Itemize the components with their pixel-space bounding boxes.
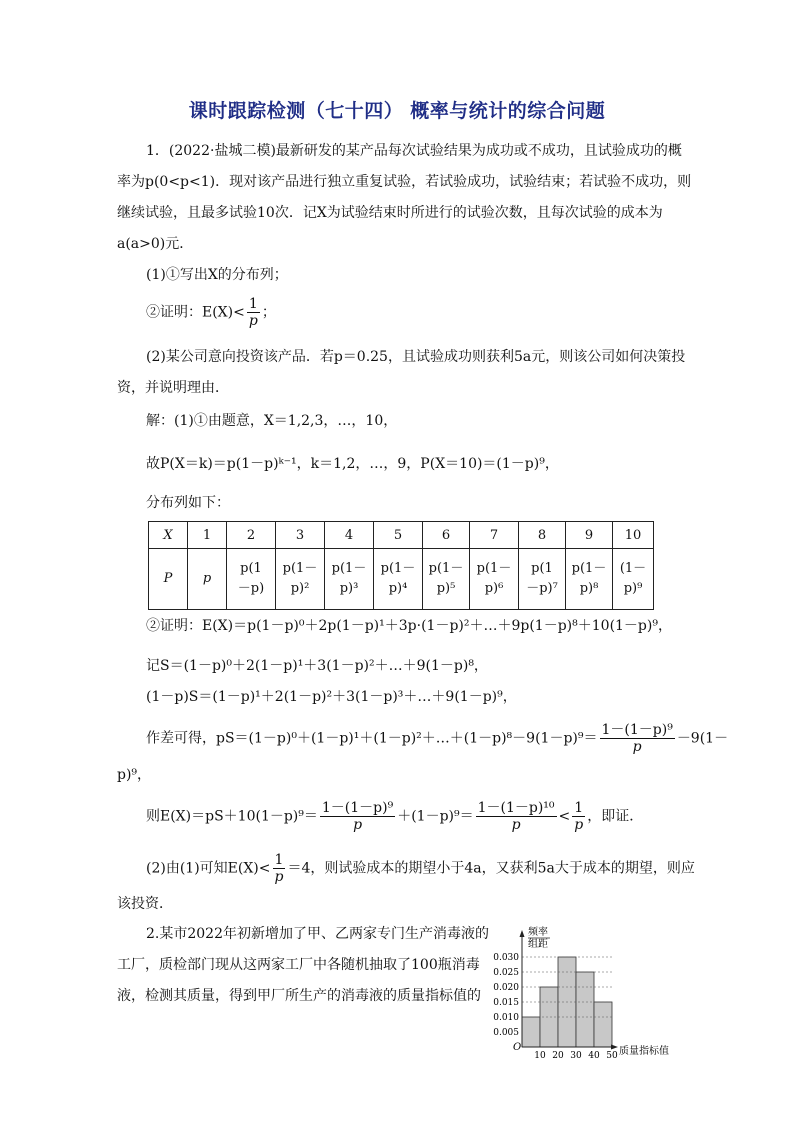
fraction-numerator: 1－(1－p)⁹ xyxy=(601,722,673,738)
s9-right: ＝4，则试验成本的期望小于4a，又获利5a大于成本的期望，则应 xyxy=(287,860,695,877)
histogram-chart xyxy=(488,926,688,1060)
table-cell xyxy=(374,549,423,610)
origin-label: O xyxy=(513,1042,522,1053)
q1-line-2: 率为p(0<p<1)．现对该产品进行独立重复试验，若试验成功，试验结束；若试验不成功，则 xyxy=(117,174,692,190)
x-tick-label: 50 xyxy=(606,1051,618,1060)
fraction-denominator: p xyxy=(248,313,258,329)
s9-left: (2)由(1)可知E(X)< xyxy=(146,860,271,877)
fraction-1-over-p xyxy=(247,296,260,329)
s7-right: －9(1－ xyxy=(676,730,729,747)
y-tick-label: 0.030 xyxy=(493,953,519,963)
cell-top: p(1－ xyxy=(571,561,607,576)
s8-lt: < xyxy=(558,808,571,825)
fraction-s7 xyxy=(600,722,675,755)
table-header-cell: 2 xyxy=(227,522,276,549)
q1-part-2 xyxy=(146,296,276,329)
cell-bottom: p)⁴ xyxy=(388,581,408,596)
table-row-label: P xyxy=(149,549,188,610)
page-title: 课时跟踪检测（七十四） 概率与统计的综合问题 xyxy=(188,100,606,122)
q1-part-2-right: ； xyxy=(261,304,276,321)
table-cell xyxy=(227,549,276,610)
x-tick-label: 30 xyxy=(570,1051,582,1060)
solution-line-9b: 该投资． xyxy=(117,896,173,912)
solution-line-6: (1－p)S＝(1－p)¹＋2(1－p)²＋3(1－p)³＋…＋9(1－p)⁹， xyxy=(146,689,517,705)
solution-line-8 xyxy=(146,800,643,833)
table-cell xyxy=(276,549,325,610)
table-header-cell: 8 xyxy=(519,522,566,549)
fraction-numerator: 1－(1－p)¹⁰ xyxy=(477,800,555,816)
table-cell xyxy=(519,549,566,610)
x-tick-label: 10 xyxy=(534,1051,546,1060)
table-header-cell: 5 xyxy=(374,522,423,549)
y-tick-label: 0.020 xyxy=(493,983,519,993)
cell-bottom: p)³ xyxy=(339,581,359,596)
fraction-s9 xyxy=(273,852,286,885)
cell-top: p(1－ xyxy=(476,561,512,576)
histogram-bar xyxy=(594,1002,612,1047)
cell-top: p(1－ xyxy=(380,561,416,576)
fraction-denominator: p xyxy=(511,817,521,833)
table-cell xyxy=(613,549,654,610)
q1-line-3: 继续试验，且最多试验10次．记X为试验结束时所进行的试验次数，且每次试验的成本为 xyxy=(117,205,663,221)
fraction-s8-c xyxy=(572,800,585,833)
cell-top: p(1－ xyxy=(428,561,464,576)
table-value-row xyxy=(149,549,654,610)
cell-bottom: －p) xyxy=(237,581,265,596)
table-cell xyxy=(470,549,519,610)
s8-left: 则E(X)＝pS＋10(1－p)⁹＝ xyxy=(146,808,318,825)
q2-line-2: 工厂，质检部门现从这两家工厂中各随机抽取了100瓶消毒 xyxy=(117,957,480,973)
solution-line-7b: p)⁹， xyxy=(117,767,152,783)
s7-left: 作差可得，pS＝(1－p)⁰＋(1－p)¹＋(1－p)²＋…＋(1－p)⁸－9(1－p)⁹＝ xyxy=(146,730,598,747)
y-axis-arrow xyxy=(520,930,525,937)
cell-bottom: －p)⁷ xyxy=(526,581,558,596)
table-header-cell: 6 xyxy=(423,522,470,549)
table-header-cell: X xyxy=(149,522,188,549)
fraction-denominator: p xyxy=(574,817,584,833)
table-header-cell: 7 xyxy=(470,522,519,549)
y-label-top: 频率 xyxy=(528,927,548,938)
solution-line-3: 分布列如下： xyxy=(146,495,230,511)
fraction-numerator: 1 xyxy=(572,800,585,817)
x-tick-label: 20 xyxy=(552,1051,564,1060)
q1-line-4: a(a>0)元． xyxy=(117,236,194,252)
q1-part-1: (1)①写出X的分布列； xyxy=(146,267,288,283)
table-header-cell: 3 xyxy=(276,522,325,549)
fraction-denominator: p xyxy=(274,869,284,885)
x-axis-label: 质量指标值 xyxy=(619,1046,669,1057)
q1-line-1: 1．(2022·盐城二模)最新研发的某产品每次试验结果为成功或不成功，且试验成功的概 xyxy=(146,143,682,159)
table-cell xyxy=(188,549,227,610)
cell-bottom: p)⁶ xyxy=(484,581,504,596)
table-cell xyxy=(566,549,613,610)
solution-line-9 xyxy=(146,852,695,885)
cell-bottom: p)⁹ xyxy=(623,581,643,596)
cell-top: p(1－ xyxy=(282,561,318,576)
cell-bottom: p)⁸ xyxy=(579,581,599,596)
fraction-numerator: 1 xyxy=(273,852,286,869)
fraction-s8-a xyxy=(320,800,395,833)
cell-top: p(1 xyxy=(240,561,262,576)
cell-bottom: p)² xyxy=(290,581,310,596)
fraction-s8-b xyxy=(476,800,557,833)
table-cell xyxy=(423,549,470,610)
cell-top: p(1－ xyxy=(331,561,367,576)
table-cell xyxy=(325,549,374,610)
q2-line-1: 2.某市2022年初新增加了甲、乙两家专门生产消毒液的 xyxy=(146,926,489,942)
solution-line-5: 记S＝(1－p)⁰＋2(1－p)¹＋3(1－p)²＋…＋9(1－p)⁸， xyxy=(146,658,488,674)
q2-line-3: 液，检测其质量，得到甲厂所生产的消毒液的质量指标值的 xyxy=(117,988,481,1004)
y-label-bottom: 组距 xyxy=(528,939,548,950)
fraction-denominator: p xyxy=(632,739,642,755)
histogram-bar xyxy=(522,1017,540,1047)
q1-part-2-left: ②证明：E(X)< xyxy=(146,304,245,321)
y-tick-label: 0.005 xyxy=(493,1028,519,1038)
cell-bottom: p)⁵ xyxy=(436,581,456,596)
q1-part-3-line-1: (2)某公司意向投资该产品．若p＝0.25，且试验成功则获利5a元，则该公司如何决策投 xyxy=(146,349,686,365)
fraction-numerator: 1 xyxy=(247,296,260,313)
y-tick-label: 0.025 xyxy=(493,968,519,978)
solution-line-2: 故P(X＝k)＝p(1－p)ᵏ⁻¹，k＝1,2，…，9，P(X＝10)＝(1－p)⁹， xyxy=(146,456,559,472)
y-tick-label: 0.015 xyxy=(493,998,519,1008)
solution-line-4: ②证明：E(X)＝p(1－p)⁰＋2p(1－p)¹＋3p·(1－p)²＋…＋9p(1－p)⁸＋10(1－p)⁹， xyxy=(146,618,672,634)
table-header-cell: 1 xyxy=(188,522,227,549)
distribution-table xyxy=(148,521,654,610)
table-header-cell: 10 xyxy=(613,522,654,549)
fraction-numerator: 1－(1－p)⁹ xyxy=(321,800,394,816)
cell-top: p(1 xyxy=(531,561,553,576)
s8-right: ，即证． xyxy=(587,808,644,825)
table-header-cell: 4 xyxy=(325,522,374,549)
x-axis-arrow xyxy=(611,1045,618,1050)
histogram-bar xyxy=(576,972,594,1047)
table-header-cell: 9 xyxy=(566,522,613,549)
x-tick-label: 40 xyxy=(588,1051,600,1060)
cell-top: p xyxy=(202,571,212,586)
y-tick-label: 0.010 xyxy=(493,1013,519,1023)
fraction-denominator: p xyxy=(353,817,363,833)
solution-line-1: 解：(1)①由题意，X＝1,2,3，…，10， xyxy=(146,413,398,429)
solution-line-7 xyxy=(146,722,728,755)
q1-part-3-line-2: 资，并说明理由． xyxy=(117,380,229,396)
s8-mid: ＋(1－p)⁹＝ xyxy=(397,808,474,825)
cell-top: (1－ xyxy=(619,561,647,576)
table-header-row xyxy=(149,522,654,549)
